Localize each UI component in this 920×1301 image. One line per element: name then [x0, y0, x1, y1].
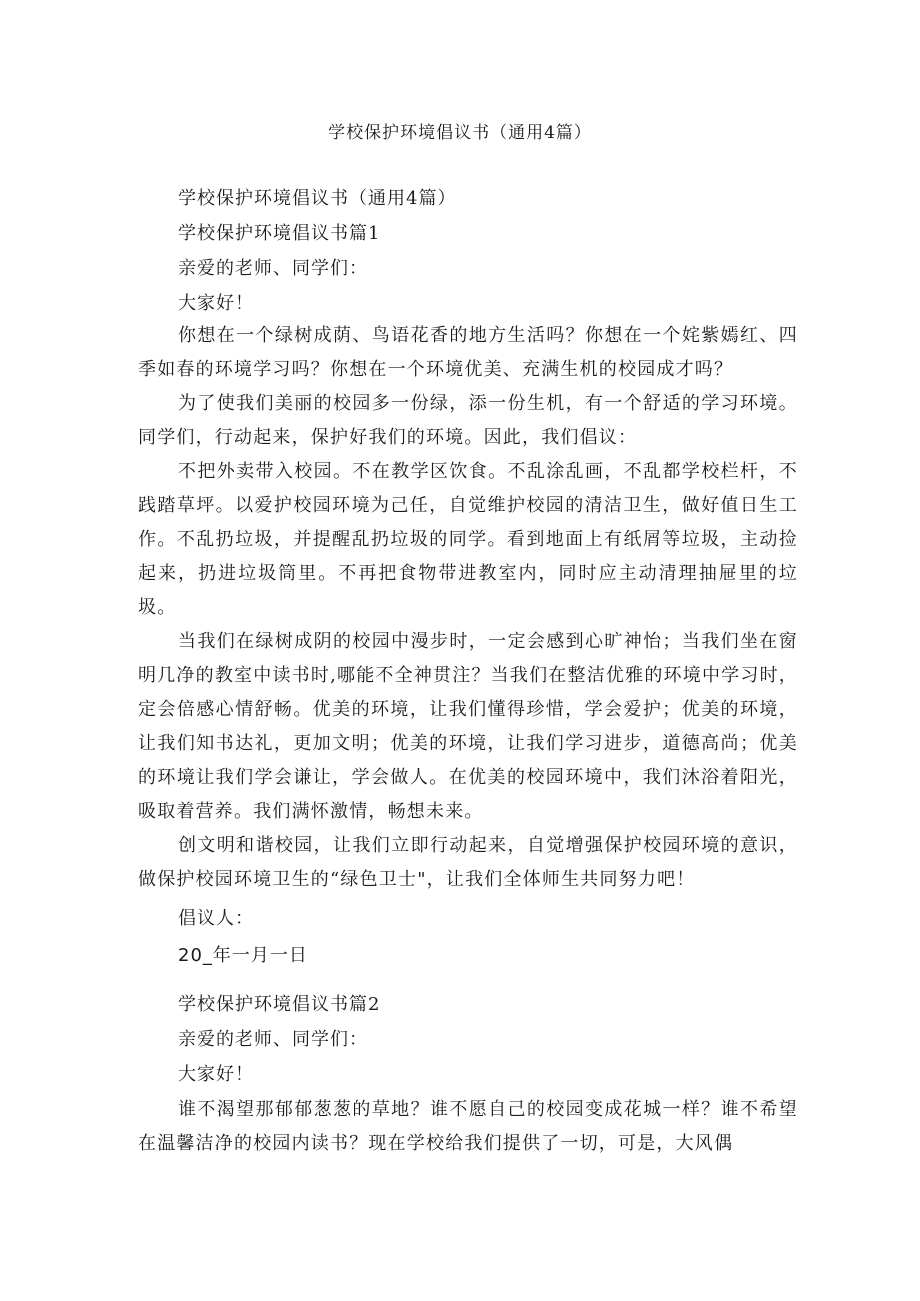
section-2-greeting: 大家好！: [178, 1064, 254, 1085]
section-1-paragraph-1: 你想在一个绿树成荫、鸟语花香的地方生活吗？你想在一个姹紫嫣红、四季如春的环境学习吗？你想在一个环境优美、充满生机的校园成才吗？: [138, 325, 798, 380]
section-1-date: 20_年一月一日: [178, 945, 308, 966]
section-1-signer: 倡议人：: [178, 908, 254, 929]
section-1-salutation: 亲爱的老师、同学们：: [178, 258, 368, 279]
section-1-paragraph-5: 创文明和谐校园，让我们立即行动起来，自觉增强保护校园环境的意识，做保护校园环境卫生的“绿色卫士"，让我们全体师生共同努力吧！: [138, 835, 798, 890]
section-1-paragraph-2: 为了使我们美丽的校园多一份绿，添一份生机，有一个舒适的学习环境。同学们，行动起来，保护好我们的环境。因此，我们倡议：: [138, 393, 798, 448]
section-1-greeting: 大家好！: [178, 293, 254, 314]
section-2-salutation: 亲爱的老师、同学们：: [178, 1029, 368, 1050]
section-1-paragraph-3: 不把外卖带入校园。不在教学区饮食。不乱涂乱画，不乱都学校栏杆，不践踏草坪。以爱护校园环境为己任，自觉维护校园的清洁卫生，做好值日生工作。不乱扔垃圾，并提醒乱扔垃圾的同学。看到地面上有纸屑等垃圾，主动捡起来，扔进垃圾筒里。不再把食物带进教室内，同时应主动清理抽屉里的垃圾。: [138, 461, 798, 618]
section-1-heading: 学校保护环境倡议书篇1: [178, 223, 381, 244]
section-1-paragraph-4: 当我们在绿树成阴的校园中漫步时，一定会感到心旷神怡；当我们坐在窗明几净的教室中读书时,哪能不全神贯注？当我们在整洁优雅的环境中学习时，定会倍感心情舒畅。优美的环境，让我们懂得珍惜，学会爱护；优美的环境，让我们知书达礼，更加文明；优美的环境，让我们学习进步，道德高尚；优美的环境让我们学会谦让，学会做人。在优美的校园环境中，我们沐浴着阳光，吸取着营养。我们满怀激情，畅想未来。: [138, 631, 798, 822]
document-title: 学校保护环境倡议书（通用4篇）: [328, 123, 592, 143]
document-subtitle: 学校保护环境倡议书（通用4篇）: [178, 188, 457, 209]
section-2-heading: 学校保护环境倡议书篇2: [178, 994, 381, 1015]
section-2-paragraph-1: 谁不渴望那郁郁葱葱的草地？谁不愿自己的校园变成花城一样？谁不希望在温馨洁净的校园内读书？现在学校给我们提供了一切，可是，大风偶: [138, 1099, 798, 1154]
